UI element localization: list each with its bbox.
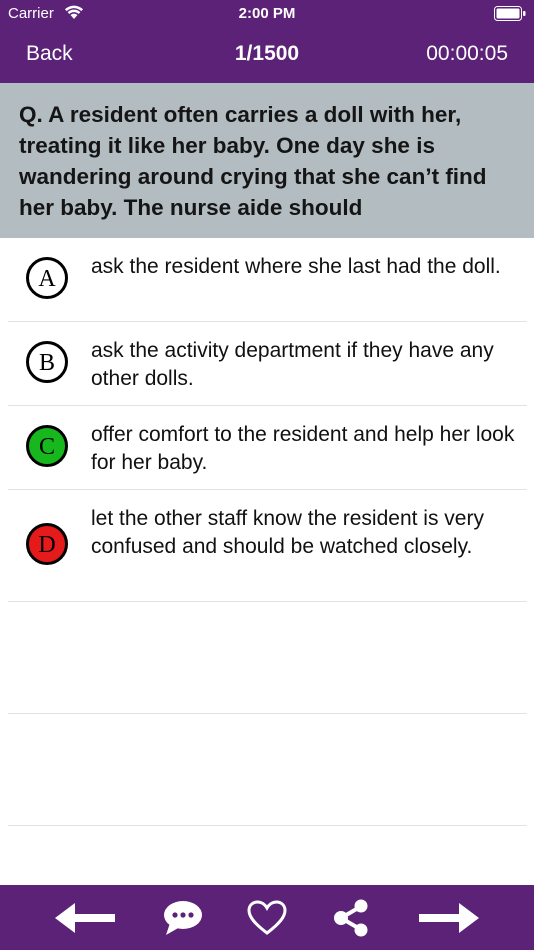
question-counter: 1/1500 bbox=[234, 42, 300, 65]
timer: 00:00:05 bbox=[426, 42, 508, 65]
chat-bubble-icon bbox=[162, 899, 204, 937]
nav-row bbox=[0, 36, 534, 76]
option-c-text: offer comfort to the resident and help her look for her baby. bbox=[91, 423, 515, 474]
next-button[interactable] bbox=[414, 885, 484, 950]
svg-text:A: A bbox=[38, 266, 56, 292]
heart-icon bbox=[247, 900, 287, 936]
option-a[interactable] bbox=[8, 238, 527, 322]
status-bar bbox=[0, 0, 534, 28]
question-box bbox=[0, 83, 534, 238]
comments-button[interactable] bbox=[148, 885, 218, 950]
option-b-text: ask the activity department if they have any other dolls. bbox=[91, 339, 494, 390]
option-c-badge bbox=[26, 425, 68, 467]
svg-text:B: B bbox=[38, 350, 56, 376]
carrier-label: Carrier bbox=[8, 5, 54, 22]
status-time: 2:00 PM bbox=[238, 5, 296, 22]
empty-row-divider bbox=[8, 713, 527, 714]
svg-text:C: C bbox=[38, 434, 56, 460]
battery-icon bbox=[494, 6, 526, 21]
arrow-right-icon bbox=[417, 901, 481, 935]
option-d[interactable] bbox=[8, 490, 527, 602]
arrow-left-icon bbox=[53, 901, 117, 935]
option-d-text: let the other staff know the resident is very confused and should be watched closely. bbox=[91, 507, 484, 558]
share-icon bbox=[332, 899, 370, 937]
top-bar bbox=[0, 0, 534, 83]
option-b-badge bbox=[26, 341, 68, 383]
empty-row-divider bbox=[8, 825, 527, 826]
option-a-badge bbox=[26, 257, 68, 299]
favorite-button[interactable] bbox=[232, 885, 302, 950]
option-c[interactable] bbox=[8, 406, 527, 490]
share-button[interactable] bbox=[316, 885, 386, 950]
option-a-text: ask the resident where she last had the doll. bbox=[91, 255, 501, 278]
option-d-badge bbox=[26, 523, 68, 565]
previous-button[interactable] bbox=[50, 885, 120, 950]
back-button[interactable]: Back bbox=[26, 42, 73, 65]
svg-text:D: D bbox=[38, 532, 56, 558]
option-b[interactable] bbox=[8, 322, 527, 406]
bottom-toolbar bbox=[0, 885, 534, 950]
question-text: Q. A resident often carries a doll with her, treating it like her baby. One day she is wandering around crying that she can’t find her baby. The nurse aide should bbox=[19, 102, 487, 220]
